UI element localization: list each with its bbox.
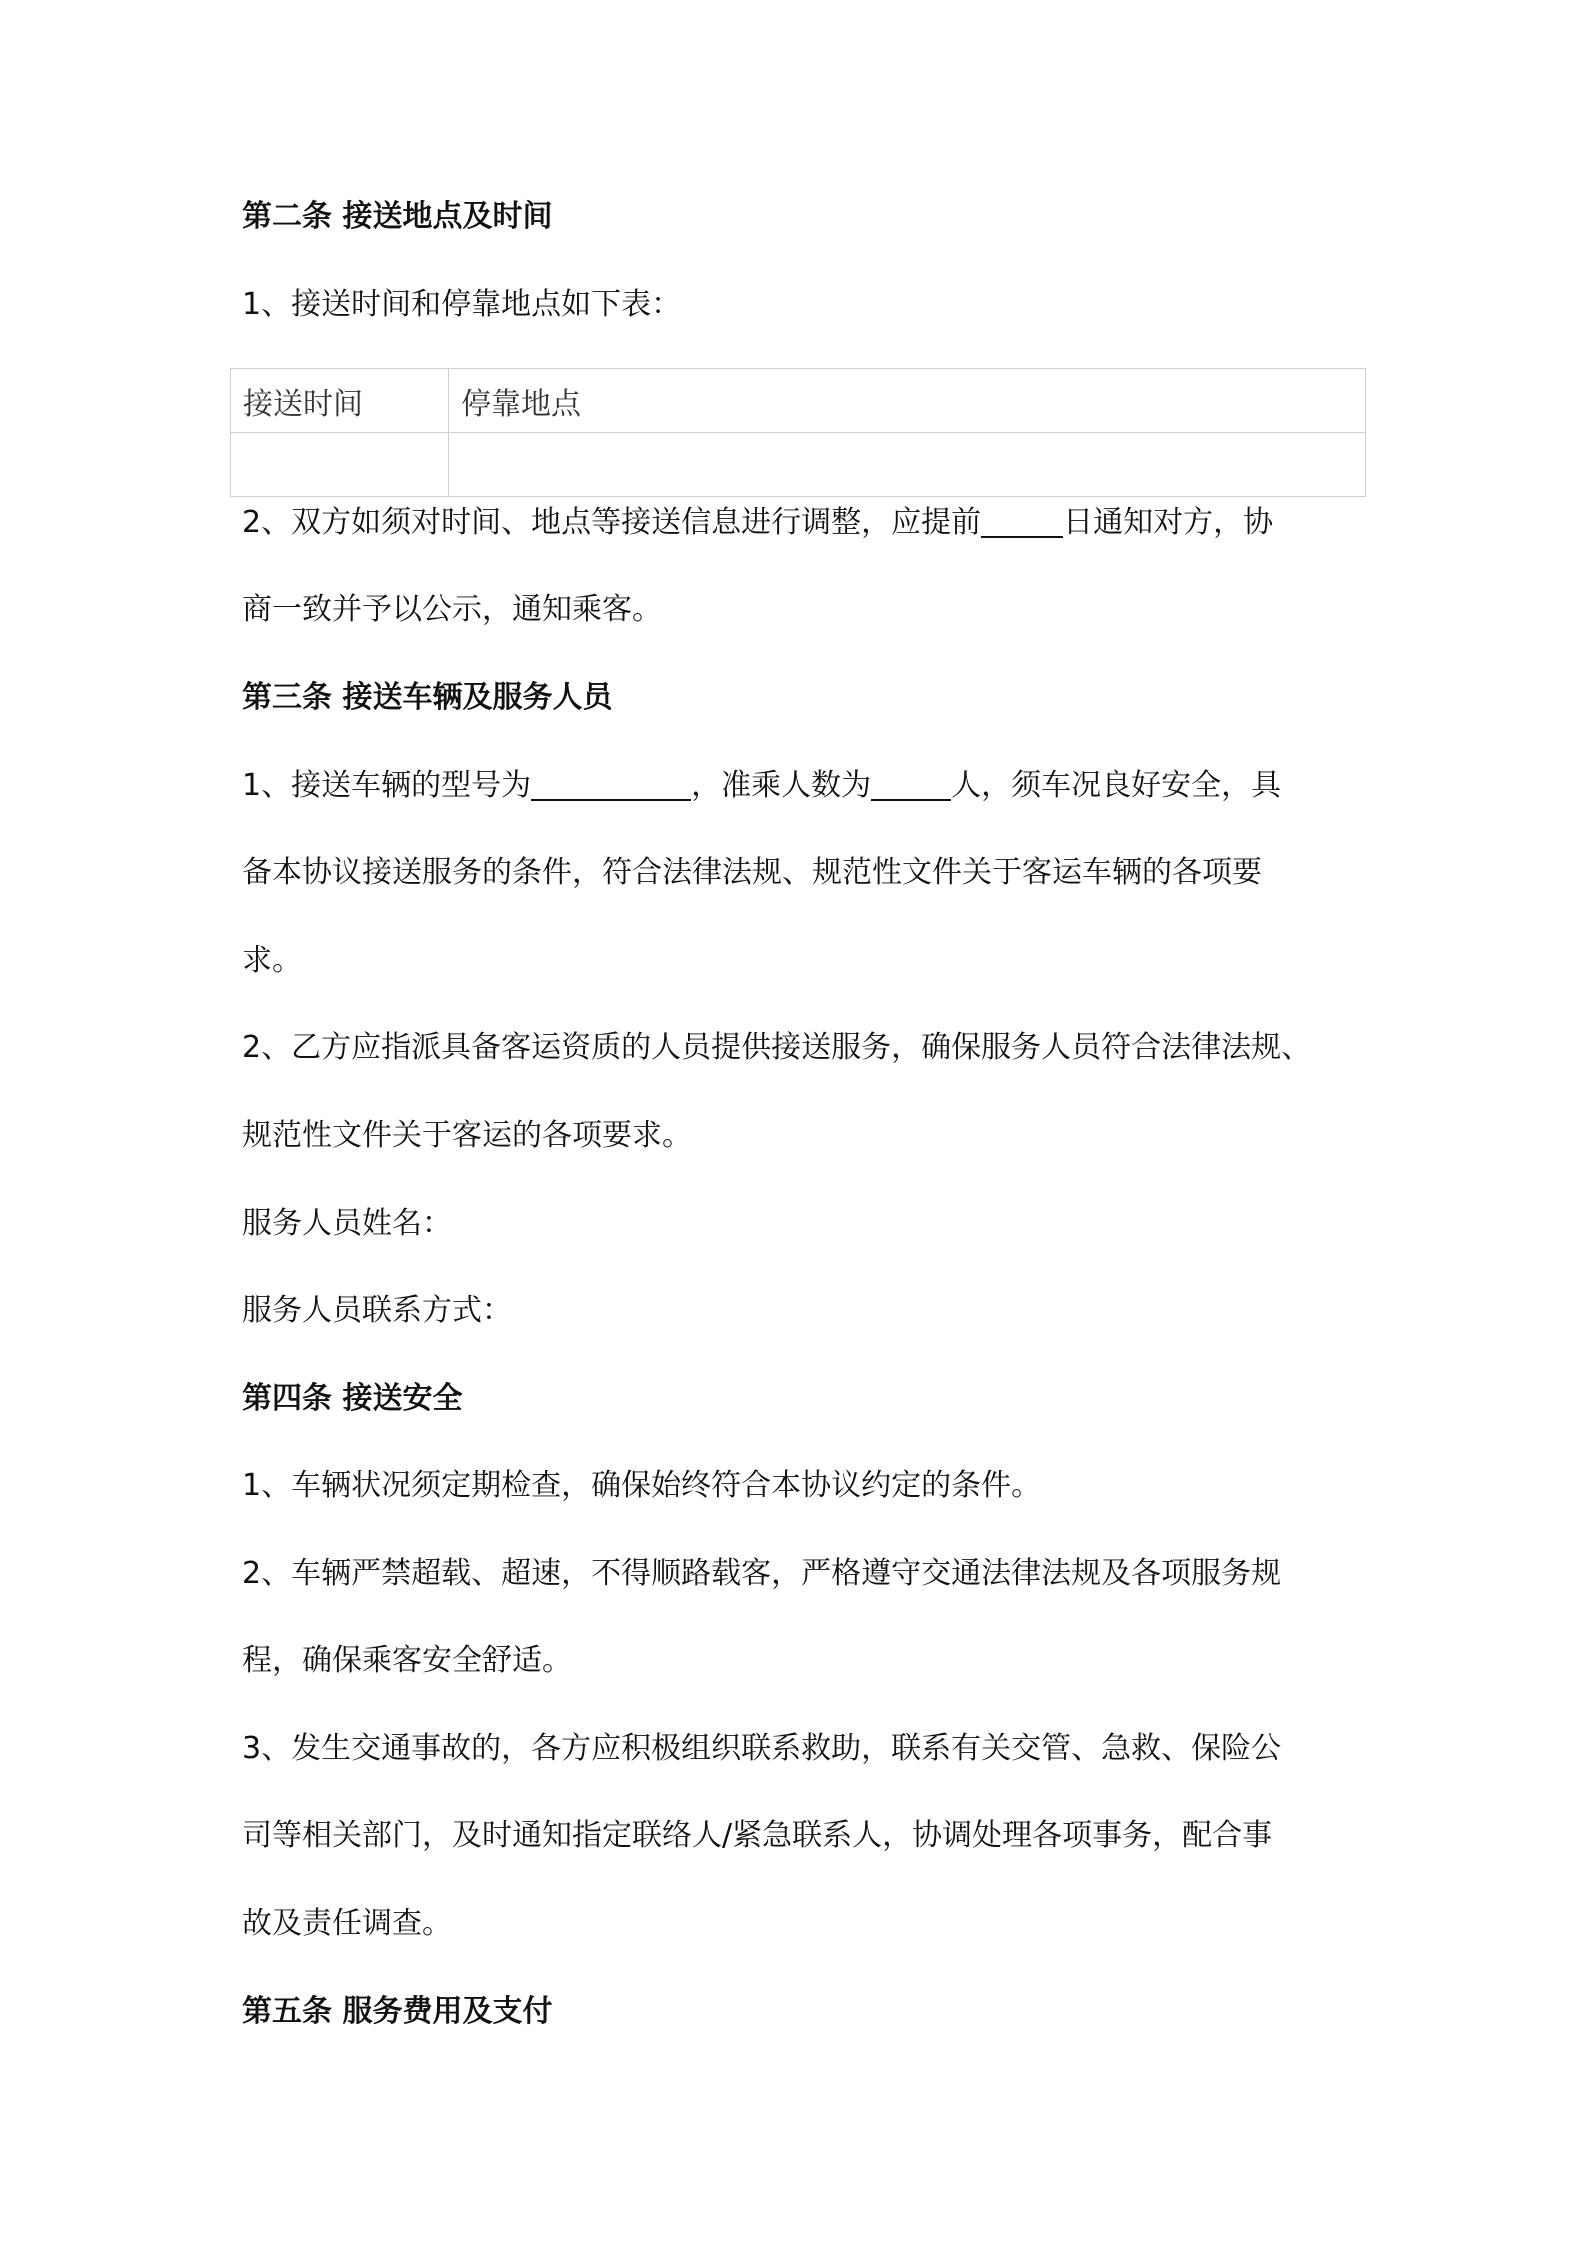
- table-header-row: [231, 369, 1366, 433]
- article-2-item-2-text-a: 2、双方如须对时间、地点等接送信息进行调整，应提前: [242, 505, 982, 540]
- article-3-item-1-text-b: ，准乘人数为: [691, 768, 872, 803]
- header-pickup-time: 接送时间: [231, 369, 449, 433]
- article-4-heading: 第四条 接送安全: [242, 1381, 463, 1416]
- article-3-item-1-text-c: 人，须车况良好安全，具: [951, 768, 1282, 803]
- article-4-item-2-line-2: 程，确保乘客安全舒适。: [242, 1643, 572, 1678]
- article-4-item-3-line-3: 故及责任调查。: [242, 1906, 452, 1941]
- staff-contact-label: 服务人员联系方式：: [242, 1293, 512, 1328]
- passenger-capacity-blank: [871, 769, 951, 801]
- notice-days-blank: [981, 506, 1063, 538]
- article-4-item-3-line-1: 3、发生交通事故的，各方应积极组织联系救助，联系有关交管、急救、保险公: [242, 1731, 1282, 1766]
- cell-stop-location: [449, 433, 1366, 497]
- article-3-item-1-line-3: 求。: [242, 943, 302, 978]
- cell-pickup-time: [231, 433, 449, 497]
- article-3-item-2-line-1: 2、乙方应指派具备客运资质的人员提供接送服务，确保服务人员符合法律法规、: [242, 1030, 1312, 1065]
- vehicle-model-blank: [531, 769, 691, 801]
- article-3-item-1-line-2: 备本协议接送服务的条件，符合法律法规、规范性文件关于客运车辆的各项要: [242, 855, 1262, 890]
- header-stop-location: 停靠地点: [449, 369, 1366, 433]
- schedule-table: [230, 368, 1366, 497]
- article-3-item-2-line-2: 规范性文件关于客运的各项要求。: [242, 1118, 692, 1153]
- article-2-heading: 第二条 接送地点及时间: [242, 199, 553, 234]
- staff-name-label: 服务人员姓名：: [242, 1206, 452, 1241]
- table-row: [231, 433, 1366, 497]
- article-2-item-1: 1、接送时间和停靠地点如下表：: [242, 287, 682, 322]
- article-2-item-2-line-1: [242, 503, 1273, 543]
- article-3-heading: 第三条 接送车辆及服务人员: [242, 680, 613, 715]
- article-3-item-1-line-1: [242, 766, 1281, 806]
- article-4-item-1: 1、车辆状况须定期检查，确保始终符合本协议约定的条件。: [242, 1468, 1042, 1503]
- article-2-item-2-text-b: 日通知对方，协: [1063, 505, 1274, 540]
- article-4-item-3-line-2: 司等相关部门，及时通知指定联络人/紧急联系人，协调处理各项事务，配合事: [242, 1818, 1273, 1853]
- article-5-heading: 第五条 服务费用及支付: [242, 1994, 553, 2029]
- article-3-item-1-text-a: 1、接送车辆的型号为: [242, 768, 532, 803]
- article-2-item-2-line-2: 商一致并予以公示，通知乘客。: [242, 592, 662, 627]
- article-4-item-2-line-1: 2、车辆严禁超载、超速，不得顺路载客，严格遵守交通法律法规及各项服务规: [242, 1556, 1282, 1591]
